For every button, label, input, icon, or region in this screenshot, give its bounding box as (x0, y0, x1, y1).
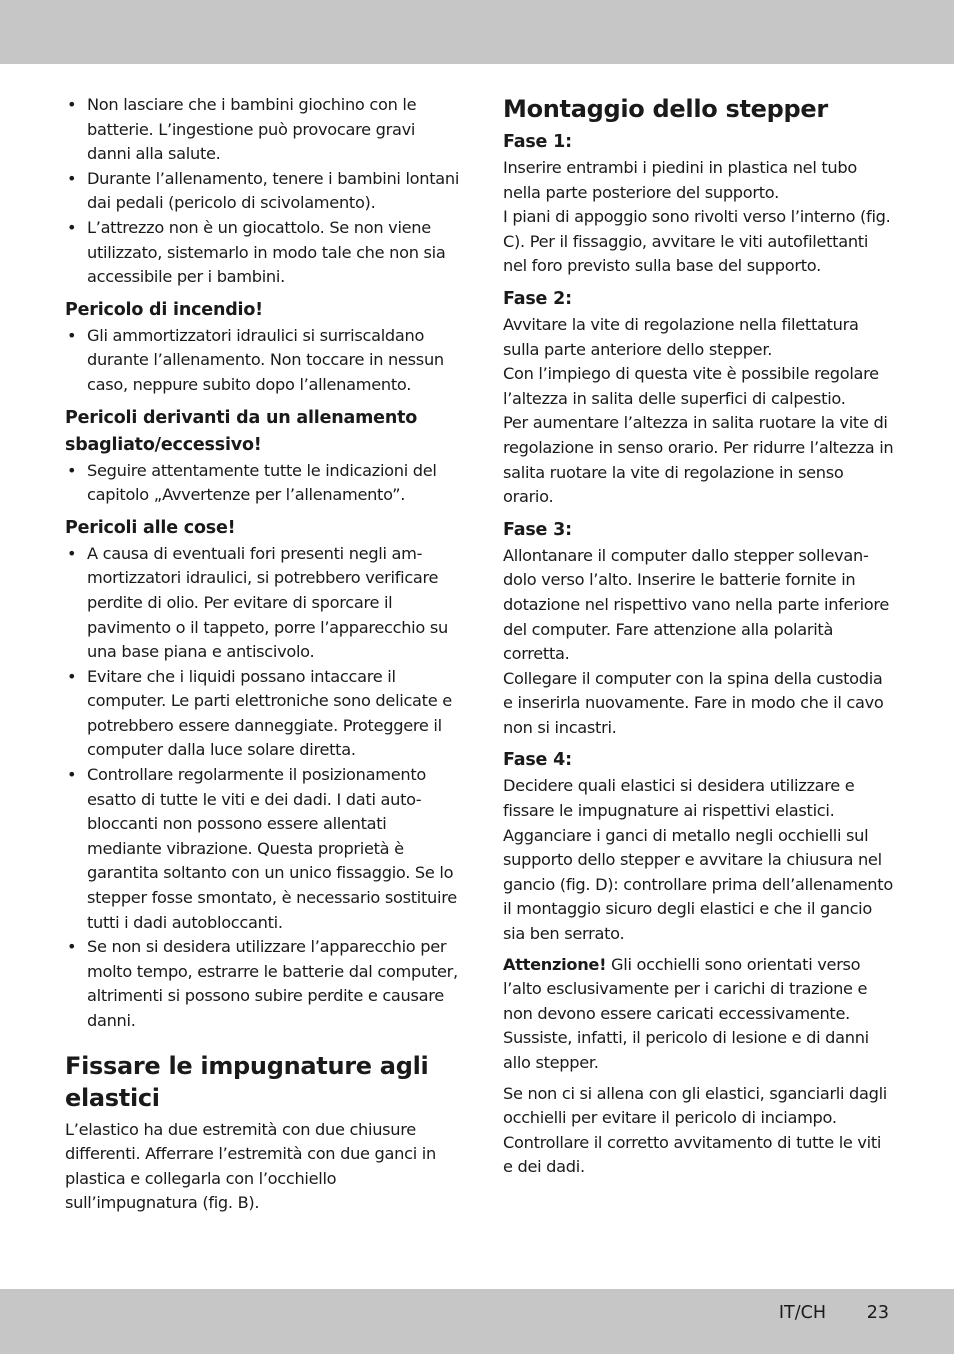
list-item: • Durante l’allenamento, tenere i bambini lontani dai pedali (pericolo di scivolamento). (65, 167, 461, 216)
step-4-title: Fase 4: (503, 750, 572, 771)
step-3-title: Fase 3: (503, 519, 572, 540)
step-4-paragraph: Agganciare i ganci di metallo negli occhielli sul supporto dello stepper e avvitare la chiusura nel gancio (fig. D): controllare prima dell’allenamento il montaggio sicuro degli elastici e che il gancio sia ben serrato. (503, 825, 893, 944)
page-number: 23 (866, 1303, 889, 1323)
list-item: • Non lasciare che i bambini giochino con le batterie. L’ingestione può provocare gravi danni alla salute. (65, 93, 461, 167)
list-item: • Seguire attentamente tutte le indicazioni del capitolo „Avvertenze per l’allenamento”. (65, 459, 461, 508)
step-1-paragraph: I piani di appoggio sono rivolti verso l’interno (fig. C). Per il fissaggio, avvitare le viti autofilettanti nel foro previsto sulla base del supporto. (503, 207, 891, 276)
fire-hazard-heading: Pericolo di incendio! (65, 299, 263, 320)
property-hazard-list (65, 542, 461, 1034)
footer-region-code: IT/CH (778, 1303, 826, 1323)
list-item: • Gli ammortizzatori idraulici si surriscaldano durante l’allenamento. Non toccare in nessun caso, neppure subito dopo l’allenamento. (65, 324, 461, 398)
list-item: • A causa di eventuali fori presenti negli ammortizzatori idraulici, si potrebbero verificare perdite di olio. Per evitare di sporcare il pavimento o il tappeto, porre l’apparecchio su una base piana e antiscivolo. (65, 542, 461, 665)
attention-note (503, 953, 895, 1076)
step-2-paragraph: Per aumentare l’altezza in salita ruotare la vite di regolazione in senso orario. Per ridurre l’altezza in salita ruotare la vite di regolazione in senso orario. (503, 413, 894, 507)
step-4-paragraph: Decidere quali elastici si desidera utilizzare e fissare le impugnature ai rispettivi elastici. (503, 776, 855, 821)
handles-section-title: Fissare le impugnature agli elastici (65, 1051, 429, 1112)
training-hazard-list (65, 459, 461, 508)
property-hazard-heading: Pericoli alle cose! (65, 517, 236, 538)
intro-bullet-list (65, 93, 461, 290)
step-3-paragraph: Allontanare il computer dallo stepper sollevandolo verso l’alto. Inserire le batterie fornite in dotazione nel rispettivo vano nella parte inferiore del computer. Fare attenzione alla polarità corretta. (503, 545, 890, 664)
step-2-paragraph: Con l’impiego di questa vite è possibile regolare l’altezza in salita delle superfici di calpestio. (503, 364, 879, 408)
step-2-paragraph: Avvitare la vite di regolazione nella filettatura sulla parte anteriore dello stepper. (503, 314, 859, 359)
step-2-title: Fase 2: (503, 288, 572, 309)
list-item: • Se non si desidera utilizzare l’apparecchio per molto tempo, estrarre le batterie dal computer, altrimenti si possono subire perdite e causare danni. (65, 935, 461, 1033)
attention-text: Gli occhielli sono orientati verso l’alto esclusivamente per i carichi di trazione e non devono essere caricati eccessivamente. Sussiste, infatti, il pericolo di lesione e di danni allo stepper. (503, 954, 869, 1072)
list-item: • L’attrezzo non è un giocattolo. Se non viene utilizzato, sistemarlo in modo tale che non sia accessibile per i bambini. (65, 216, 461, 290)
attention-label: Attenzione! (503, 954, 607, 974)
list-item: • Controllare regolarmente il posizionamento esatto di tutte le viti e dei dadi. I dati autobloccanti non possono essere allentati mediante vibrazione. Questa proprietà è garantita soltanto con un unico fissaggio. Se lo stepper fosse smontato, è necessario sostituire tutti i dadi autobloccanti. (65, 763, 461, 935)
step-1-title: Fase 1: (503, 132, 572, 152)
right-column (503, 93, 895, 1180)
step-1-paragraph: Inserire entrambi i piedini in plastica nel tubo nella parte posteriore del supporto. (503, 158, 857, 202)
step-3-paragraph: Collegare il computer con la spina della custodia e inserirla nuovamente. Fare in modo che il cavo non si incastri. (503, 668, 884, 737)
left-column (65, 93, 461, 1216)
header-band (0, 0, 954, 64)
handles-section-text: L’elastico ha due estremità con due chiusure differenti. Afferrare l’estremità con due ganci in plastica e collegarla con l’occhiello sull’impugnatura (fig. B). (65, 1119, 436, 1213)
training-hazard-heading: Pericoli derivanti da un allenamento sbagliato/eccessivo! (65, 407, 418, 455)
closing-paragraph: Se non ci si allena con gli elastici, sganciarli dagli occhielli per evitare il pericolo di inciampo. Controllare il corretto avvitamento di tutte le viti e dei dadi. (503, 1083, 887, 1177)
fire-hazard-list (65, 324, 461, 398)
assembly-section-title: Montaggio dello stepper (503, 95, 828, 123)
list-item: • Evitare che i liquidi possano intaccare il computer. Le parti elettroniche sono delicate e potrebbero essere danneggiate. Proteggere il computer dalla luce solare diretta. (65, 665, 461, 763)
